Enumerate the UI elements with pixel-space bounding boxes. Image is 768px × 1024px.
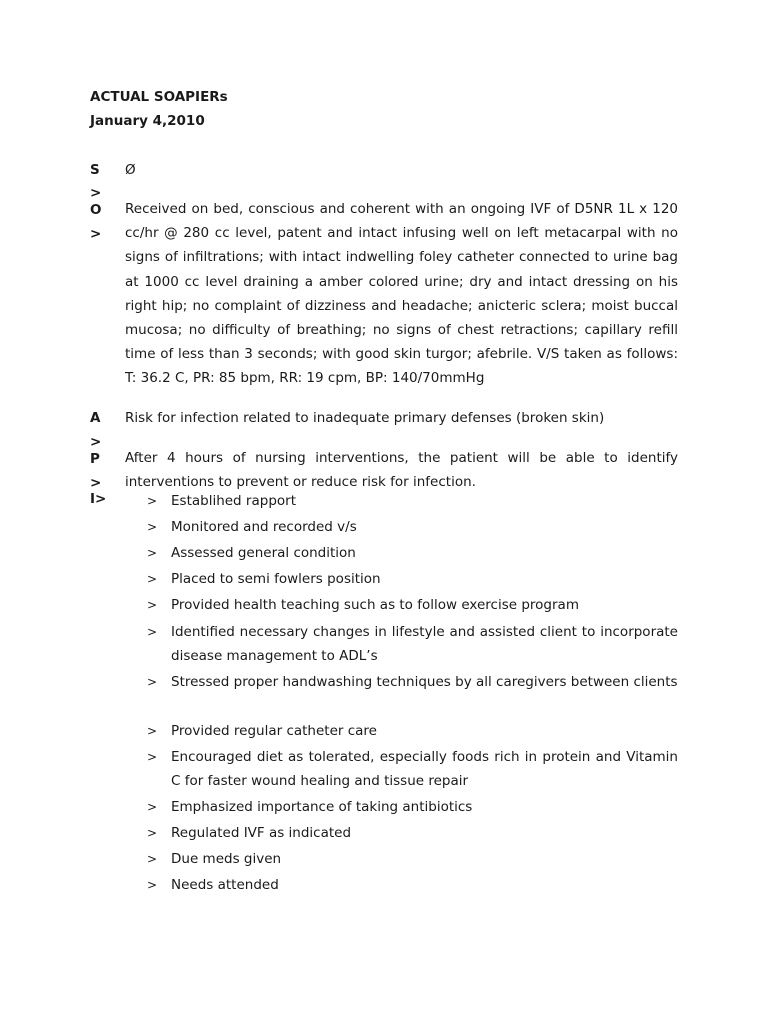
section-o-text: Received on bed, conscious and coherent with an ongoing IVF of D5NR 1L x 120 cc/hr @ 280 cc level, patent and intact infusing well on left metacarpal with no signs of infiltrations; with intact indwelling foley catheter connected to urine bag at 1000 cc level draining a amber colored urine; dry and intact dressing on his right hip; no complaint of dizziness and headache; anicteric sclera; moist buccal mucosa; no difficulty of breathing; no signs of chest retractions; capillary refill time of less than 3 seconds; with good skin turgor; afebrile. V/S taken as follows: T: 36.2 C, PR: 85 bpm, RR: 19 cpm, BP: 140/70mmHg (125, 201, 678, 387)
list-item: Encouraged diet as tolerated, especially foods rich in protein and Vitamin C for faster wound healing and tissue repair (171, 749, 678, 789)
bullet-marker: > (147, 598, 158, 612)
list-item: Identified necessary changes in lifestyle and assisted client to incorporate disease management to ADL’s (171, 624, 678, 664)
bullet-marker: > (147, 675, 158, 689)
list-item: Emphasized importance of taking antibiotics (171, 799, 473, 815)
section-p-label: P (90, 451, 100, 467)
section-s-marker: > (90, 185, 102, 201)
bullet-marker: > (147, 724, 158, 738)
section-a-text: Risk for infection related to inadequate primary defenses (broken skin) (125, 410, 605, 426)
list-item: Provided health teaching such as to follow exercise program (171, 597, 579, 613)
list-item: Due meds given (171, 851, 282, 867)
list-item: Stressed proper handwashing techniques by all caregivers between clients (171, 674, 678, 690)
list-item: Monitored and recorded v/s (171, 519, 357, 535)
bullet-marker: > (147, 625, 158, 639)
bullet-marker: > (147, 572, 158, 586)
section-o-marker: > (90, 226, 102, 242)
list-item: Placed to semi fowlers position (171, 571, 381, 587)
document-title: ACTUAL SOAPIERs (90, 89, 228, 105)
document-date: January 4,2010 (90, 113, 205, 129)
section-p-marker: > (90, 475, 102, 491)
list-item: Provided regular catheter care (171, 723, 377, 739)
bullet-marker: > (147, 852, 158, 866)
bullet-marker: > (147, 878, 158, 892)
section-s-text: Ø (125, 162, 136, 178)
bullet-marker: > (147, 546, 158, 560)
bullet-marker: > (147, 494, 158, 508)
list-item: Regulated IVF as indicated (171, 825, 352, 841)
bullet-marker: > (147, 826, 158, 840)
section-o-label: O (90, 202, 102, 218)
section-s-label: S (90, 162, 100, 178)
section-i-label: I> (90, 491, 107, 507)
list-item: Establihed rapport (171, 493, 296, 509)
list-item: Assessed general condition (171, 545, 356, 561)
section-a-label: A (90, 410, 101, 426)
bullet-marker: > (147, 750, 158, 764)
section-a-marker: > (90, 434, 102, 450)
list-item: Needs attended (171, 877, 279, 893)
bullet-marker: > (147, 800, 158, 814)
section-p-text: After 4 hours of nursing interventions, the patient will be able to identify interventions to prevent or reduce risk for infection. (125, 450, 678, 491)
bullet-marker: > (147, 520, 158, 534)
